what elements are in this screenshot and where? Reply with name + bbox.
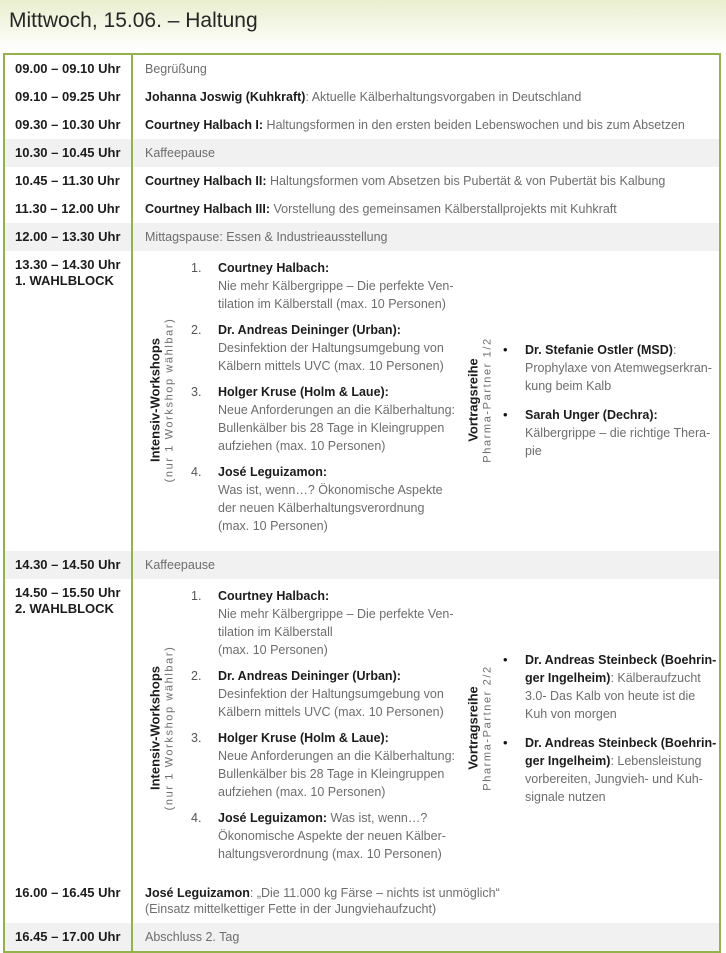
agenda-row (5, 55, 719, 83)
agenda-row-break (5, 139, 719, 167)
talk-item: • Dr. Stefanie Ostler (MSD): Prophylaxe von Atemwegserkran- kung beim Kalb (503, 341, 712, 393)
event-text: Abschluss 2. Tag (145, 930, 240, 944)
time-cell: 11.30 – 12.00 Uhr (15, 201, 120, 216)
event-line-1: José Leguizamon: „Die 11.000 kg Färse – nichts ist unmöglich“ (145, 886, 500, 900)
workshop-item: 1. Courtney Halbach: Nie mehr Kälbergrippe – Die perfekte Ven- tilation im Kälberstall (max. 10 Personen) (191, 589, 454, 657)
time-range: 14.50 – 15.50 Uhr (15, 585, 121, 600)
workshops-rotated-label: Intensiv-Workshops (nur 1 Workshop wählbar) (147, 317, 176, 483)
speaker-name: Sarah Unger (Dechra): (525, 407, 658, 422)
event-cell (131, 879, 719, 923)
event-cell (131, 195, 719, 223)
time-cell: 10.45 – 11.30 Uhr (15, 173, 120, 188)
event-cell (131, 55, 719, 83)
time-cell: 16.00 – 16.45 Uhr (15, 885, 121, 900)
lecture-series-rotated-label: Vortragsreihe Pharma-Partner 2/2 (465, 665, 494, 791)
time-range: 13.30 – 14.30 Uhr (15, 257, 121, 272)
lecture-series-rotated-label: Vortragsreihe Pharma-Partner 1/2 (465, 337, 494, 463)
agenda-row-break (5, 223, 719, 251)
event-cell (131, 83, 719, 111)
speaker-name: Dr. Andreas Deininger (Urban): (218, 669, 401, 683)
speaker-name: Dr. Andreas Deininger (Urban): (218, 323, 401, 337)
agenda-row-wahlblock-2 (5, 579, 719, 879)
event-text: : Aktuelle Kälberhaltungsvorgaben in Deutschland (305, 90, 582, 104)
bullet-icon: • (503, 734, 508, 750)
talk-item: • Sarah Unger (Dechra): Kälbergrippe – die richtige Thera- pie (503, 406, 711, 458)
item-number: 1. (191, 261, 202, 275)
agenda-row (5, 111, 719, 139)
speaker-name: José Leguizamon: (218, 465, 328, 479)
speaker-name: Courtney Halbach I: (145, 118, 264, 132)
workshop-list (191, 585, 457, 871)
workshop-item: 3. Holger Kruse (Holm & Laue): Neue Anforderungen an die Kälberhaltung: Bullenkälber bis 28 Tage in Kleingruppen aufziehen (max. 10 Personen) (191, 731, 455, 799)
workshop-item: 3. Holger Kruse (Holm & Laue): Neue Anforderungen an die Kälberhaltung: Bullenkälber bis 28 Tage in Kleingruppen aufziehen (max. 10 Personen) (191, 385, 455, 453)
item-number: 2. (191, 669, 202, 683)
event-text: Haltungsformen vom Absetzen bis Pubertät & von Pubertät bis Kalbung (266, 174, 666, 188)
block-label: 1. WAHLBLOCK (15, 273, 114, 288)
event-text: Kaffeepause (145, 146, 215, 160)
item-number: 3. (191, 731, 202, 745)
event-text: Vorstellung des gemeinsamen Kälberstallprojekts mit Kuhkraft (270, 202, 617, 216)
agenda-row-break (5, 551, 719, 579)
agenda-row (5, 195, 719, 223)
event-cell (131, 923, 719, 951)
event-cell (131, 551, 719, 579)
time-cell: 10.30 – 10.45 Uhr (15, 145, 121, 160)
item-number: 2. (191, 323, 202, 337)
bullet-icon: • (503, 406, 508, 422)
time-cell: 09.10 – 09.25 Uhr (15, 89, 121, 104)
event-text: Begrüßung (145, 62, 207, 76)
event-text: Haltungsformen in den ersten beiden Lebenswochen und bis zum Absetzen (263, 118, 685, 132)
agenda-table (3, 53, 721, 953)
time-cell: 14.30 – 14.50 Uhr (15, 557, 121, 572)
workshop-list (191, 257, 457, 543)
time-cell: 12.00 – 13.30 Uhr (15, 229, 121, 244)
workshop-item: 2. Dr. Andreas Deininger (Urban): Desinfektion der Haltungsumgebung von Kälbern mittels UVC (max. 10 Personen) (191, 323, 444, 373)
time-cell (5, 579, 131, 879)
item-number: 4. (191, 811, 202, 825)
agenda-row (5, 83, 719, 111)
speaker-name: Courtney Halbach: (218, 261, 330, 275)
block-label: 2. WAHLBLOCK (15, 601, 114, 616)
agenda-row-wahlblock-1 (5, 251, 719, 551)
time-cell: 09.00 – 09.10 Uhr (15, 61, 121, 76)
item-number: 1. (191, 589, 202, 603)
time-cell: 16.45 – 17.00 Uhr (15, 929, 121, 944)
workshop-item: 4. José Leguizamon: Was ist, wenn…? Ökonomische Aspekte der neuen Kälber- haltungsverordnung (max. 10 Personen) (191, 811, 446, 861)
agenda-row-break (5, 923, 719, 951)
event-line-2: (Einsatz mittelkettiger Fette in der Jungviehaufzucht) (145, 902, 437, 916)
talk-list (503, 341, 719, 460)
speaker-name: Holger Kruse (Holm & Laue): (218, 731, 389, 745)
event-cell (131, 223, 719, 251)
item-number: 4. (191, 465, 202, 479)
talk-item: • Dr. Andreas Steinbeck (Boehrin- ger Ingelheim): Lebensleistung vorbereiten, Jungvieh- und Kuh- signale nutzen (503, 734, 717, 804)
item-number: 3. (191, 385, 202, 399)
speaker-name: Holger Kruse (Holm & Laue): (218, 385, 389, 399)
agenda-row (5, 879, 719, 923)
page-title: Mittwoch, 15.06. – Haltung (9, 9, 258, 32)
speaker-name: José Leguizamon: (218, 811, 328, 825)
speaker-name: Courtney Halbach: (218, 589, 330, 603)
speaker-name: Courtney Halbach II: (145, 174, 267, 188)
workshop-item: 1. Courtney Halbach: Nie mehr Kälbergrippe – Die perfekte Ven- tilation im Kälberstall (max. 10 Personen) (191, 261, 454, 311)
talk-item: • Dr. Andreas Steinbeck (Boehrin- ger Ingelheim): Kälberaufzucht 3.0- Das Kalb von heute ist die Kuh von morgen (503, 651, 717, 721)
speaker-name: Dr. Andreas Steinbeck (Boehrin- (525, 735, 717, 750)
workshop-item: 2. Dr. Andreas Deininger (Urban): Desinfektion der Haltungsumgebung von Kälbern mittels UVC (max. 10 Personen) (191, 669, 444, 719)
talk-list (503, 651, 719, 806)
speaker-name: José Leguizamon (145, 886, 250, 900)
event-cell (131, 251, 723, 551)
speaker-name: Dr. Stefanie Ostler (MSD) (525, 342, 673, 357)
workshops-rotated-label: Intensiv-Workshops (nur 1 Workshop wählbar) (147, 645, 176, 811)
bullet-icon: • (503, 651, 508, 667)
time-cell (5, 251, 131, 551)
speaker-name: Dr. Andreas Steinbeck (Boehrin- (525, 652, 717, 667)
workshop-item: 4. José Leguizamon: Was ist, wenn…? Ökonomische Aspekte der neuen Kälberhaltungsverordnung (max. 10 Personen) (191, 465, 443, 533)
event-text: Kaffeepause (145, 558, 215, 572)
speaker-name: Courtney Halbach III: (145, 202, 271, 216)
agenda-row (5, 167, 719, 195)
page-header (0, 0, 726, 53)
event-cell (131, 579, 723, 879)
time-cell: 09.30 – 10.30 Uhr (15, 117, 121, 132)
event-cell (131, 111, 719, 139)
event-text: Mittagspause: Essen & Industrieausstellung (145, 230, 388, 244)
event-cell (131, 139, 719, 167)
bullet-icon: • (503, 341, 508, 357)
speaker-name: Johanna Joswig (Kuhkraft) (145, 90, 306, 104)
event-cell (131, 167, 719, 195)
